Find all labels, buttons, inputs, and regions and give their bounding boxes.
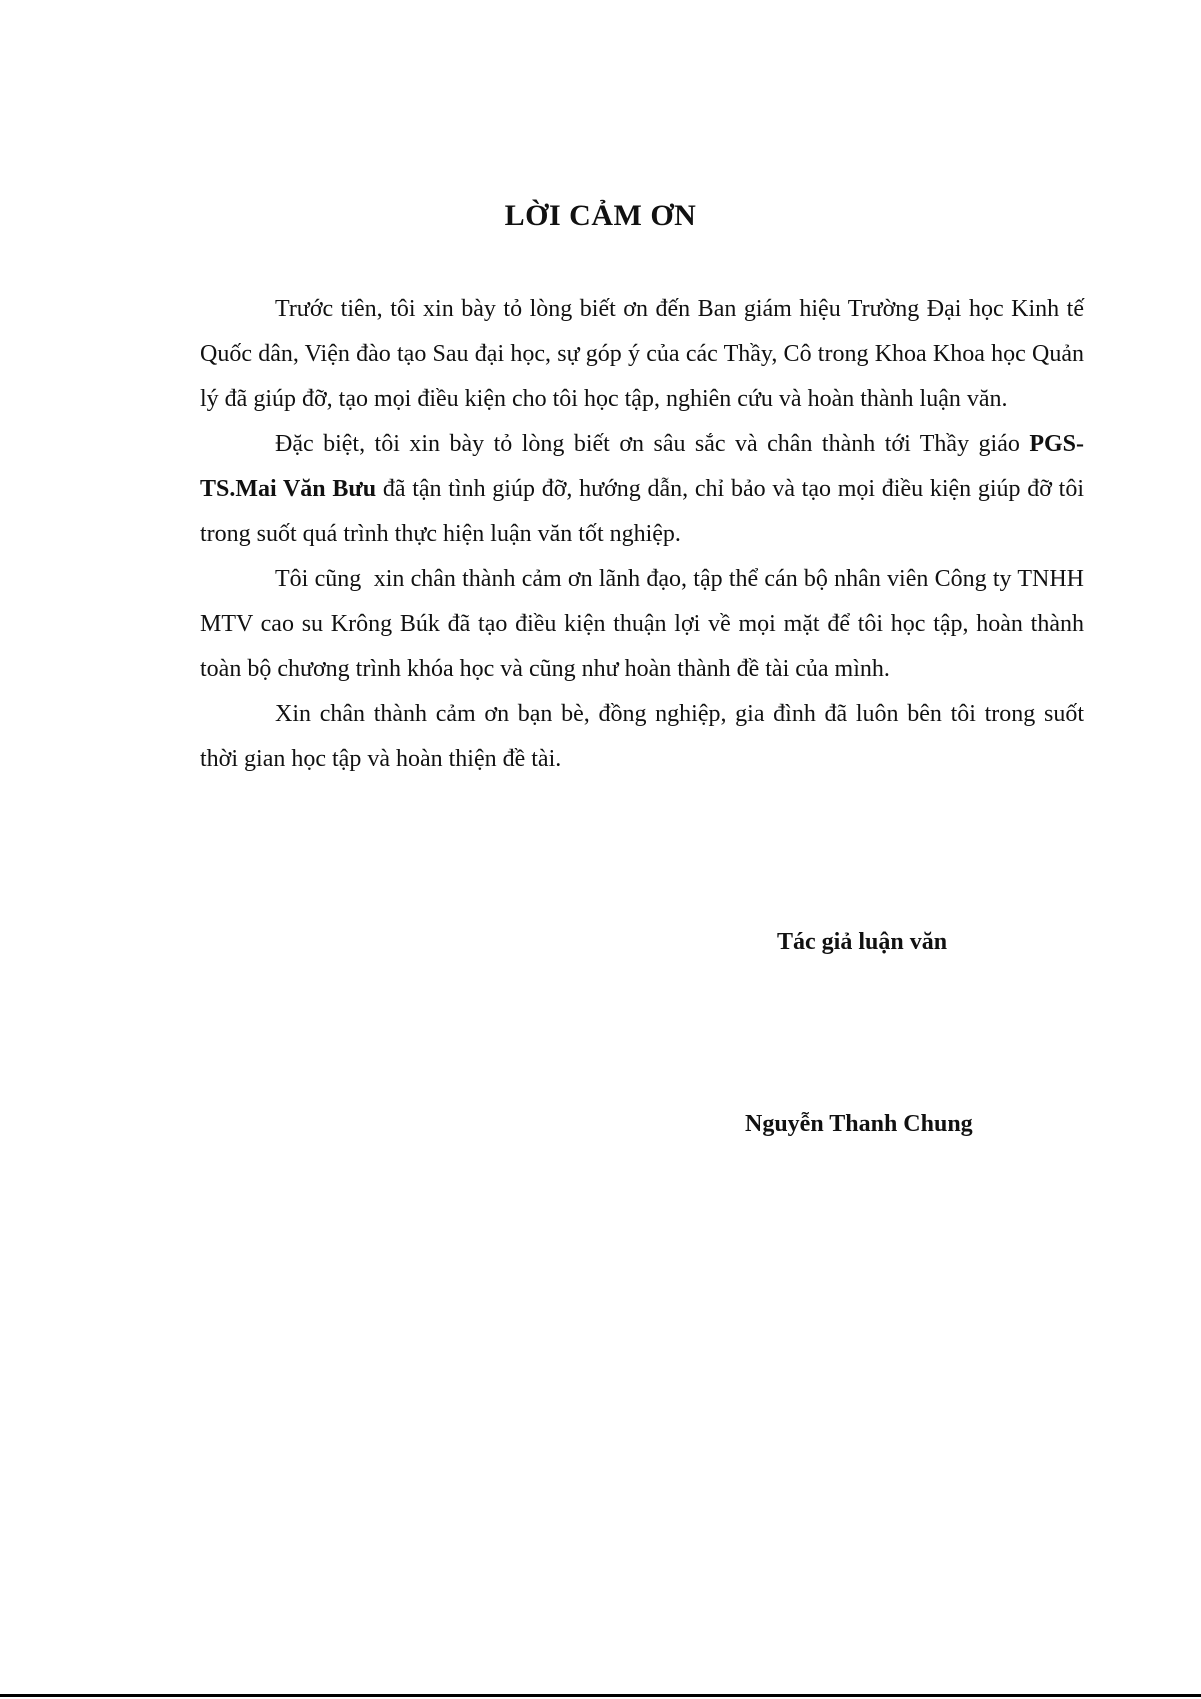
paragraph-2-intro: Đặc biệt, tôi xin bày tỏ lòng biết ơn sâu sắc và chân thành tới Thầy giáo (275, 431, 1030, 457)
acknowledgement-body (200, 287, 1090, 782)
signature-role: Tác giả luận văn (777, 929, 948, 955)
paragraph-1: Trước tiên, tôi xin bày tỏ lòng biết ơn đến Ban giám hiệu Trường Đại học Kinh tế Quốc dân, Viện đào tạo Sau đại học, sự góp ý của các Thầy, Cô trong Khoa Khoa học Quản lý đã giúp đỡ, tạo mọi điều kiện cho tôi học tập, nghiên cứu và hoàn thành luận văn. (200, 296, 1084, 412)
paragraph-2-rest: đã tận tình giúp đỡ, hướng dẫn, chỉ bảo và tạo mọi điều kiện giúp đỡ tôi trong suốt quá trình thực hiện luận văn tốt nghiệp. (200, 476, 1084, 547)
advisor-name: PGS-TS.Mai Văn Bưu (200, 431, 1084, 502)
paragraph-4: Xin chân thành cảm ơn bạn bè, đồng nghiệp, gia đình đã luôn bên tôi trong suốt thời gian học tập và hoàn thiện đề tài. (200, 701, 1084, 772)
paragraph-3: Tôi cũng xin chân thành cảm ơn lãnh đạo, tập thể cán bộ nhân viên Công ty TNHH MTV cao su Krông Búk đã tạo điều kiện thuận lợi về mọi mặt để tôi học tập, hoàn thành toàn bộ chương trình khóa học và cũng như hoàn thành đề tài của mình. (200, 566, 1090, 682)
paragraph-2 (200, 422, 1084, 557)
page-bottom-edge (0, 1694, 1201, 1697)
page-title: LỜI CẢM ƠN (504, 199, 697, 232)
signature-name: Nguyễn Thanh Chung (745, 1111, 973, 1137)
